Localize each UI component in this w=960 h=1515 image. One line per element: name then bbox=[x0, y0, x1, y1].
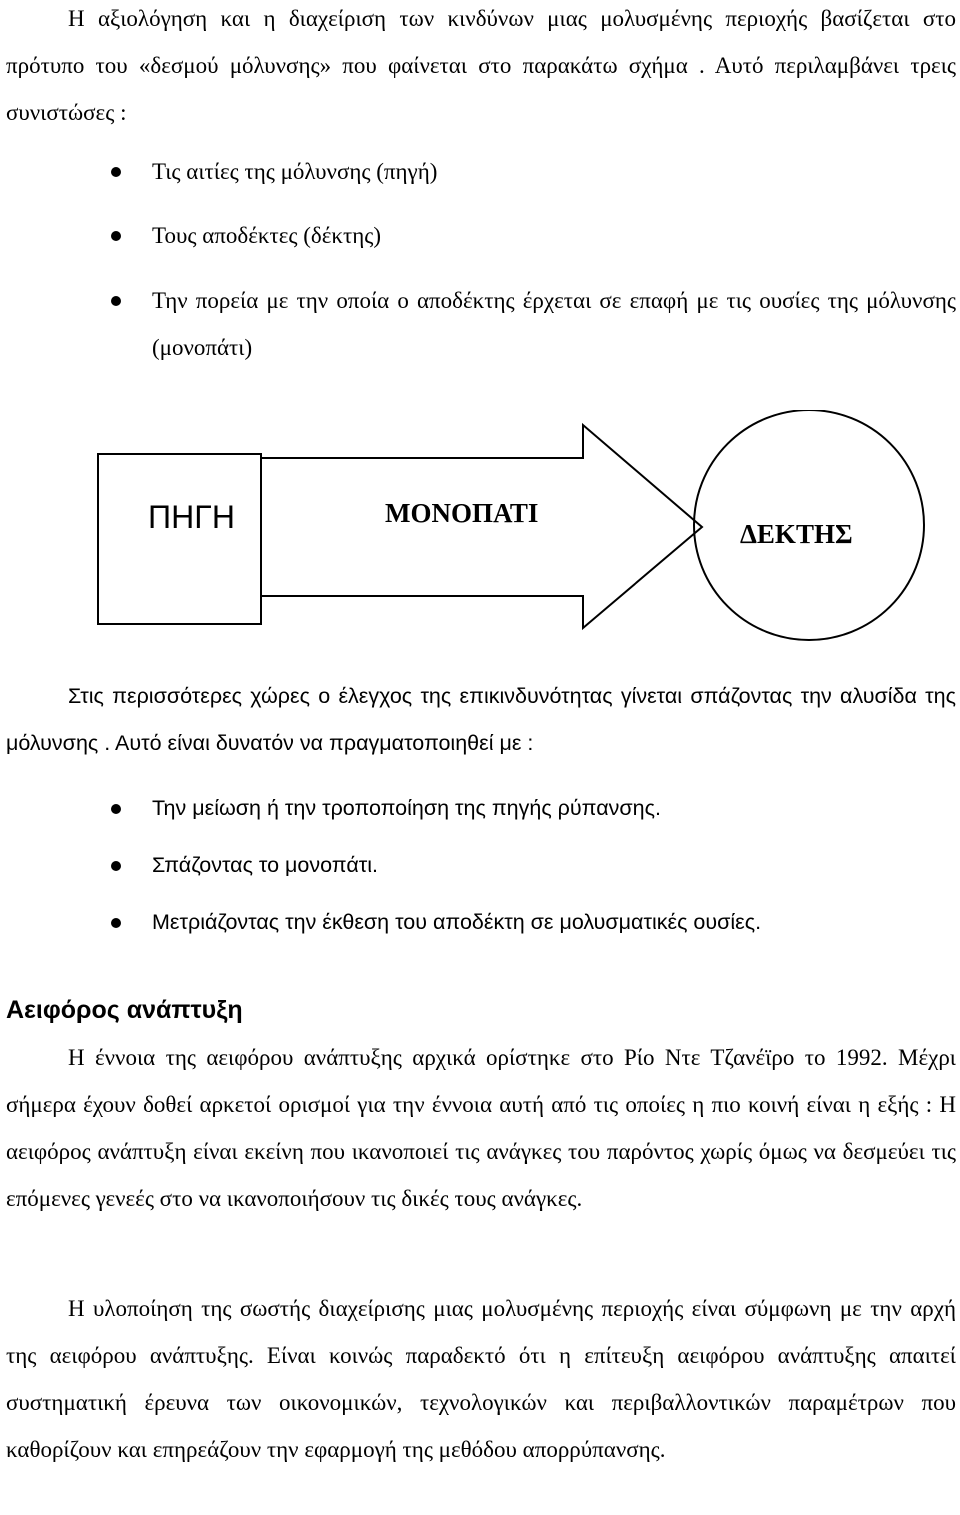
sustainable-paragraph-1: Η έννοια της αειφόρου ανάπτυξης αρχικά ορίστηκε στο Ρίο Ντε Τζανέϊρο το 1992. Μέχρι σήμερα έχουν δοθεί αρκετοί ορισμοί για την έννοια αυτή από τις οποίες η πιο κοινή είναι η εξής : Η αειφόρος ανάπτυξη είναι εκείνη που ικανοποιεί τις ανάγκες του παρόντος χωρίς όμως να δεσμεύει τις επόμενες γενεές στο να ικανοποιήσουν τις δικές τους ανάγκες. bbox=[6, 1045, 956, 1211]
control-paragraph: Στις περισσότερες χώρες ο έλεγχος της επικινδυνότητας γίνεται σπάζοντας την αλυσίδα της μόλυνσης . Αυτό είναι δυνατόν να πραγματοποιηθεί με : bbox=[6, 684, 956, 755]
source-label: ΠΗΓΗ bbox=[148, 499, 235, 535]
list-item-text: Τις αιτίες της μόλυνσης (πηγή) bbox=[152, 159, 438, 184]
list-item bbox=[0, 850, 960, 881]
list-item-text: Την πορεία με την οποία ο αποδέκτης έρχεται σε επαφή με τις ουσίες της μόλυνσης (μονοπάτι) bbox=[152, 288, 956, 360]
list-item bbox=[0, 220, 960, 251]
source-box bbox=[98, 454, 261, 624]
section-heading: Αειφόρος ανάπτυξη bbox=[6, 996, 243, 1024]
bullet-icon bbox=[111, 804, 121, 814]
list-item bbox=[0, 907, 960, 938]
path-label: ΜΟΝΟΠΑΤΙ bbox=[385, 498, 539, 528]
bullet-icon bbox=[111, 861, 121, 871]
list-item-text: Μετριάζοντας την έκθεση του αποδέκτη σε μολυσματικές ουσίες. bbox=[152, 910, 762, 934]
list-item-text: Τους αποδέκτες (δέκτης) bbox=[152, 223, 382, 248]
bullet-icon bbox=[111, 167, 121, 177]
list-item-text: Σπάζοντας το μονοπάτι. bbox=[152, 853, 378, 877]
pollution-linkage-diagram bbox=[0, 410, 960, 660]
receptor-label: ΔΕΚΤΗΣ bbox=[740, 519, 853, 549]
sustainable-paragraph-2: Η υλοποίηση της σωστής διαχείρισης μιας μολυσμένης περιοχής είναι σύμφωνη με την αρχή της αειφόρου ανάπτυξης. Είναι κοινώς παραδεκτό ότι η επίτευξη αειφόρου ανάπτυξης απαιτεί συστηματική έρευνα των οικονομικών, τεχνολογικών και περιβαλλοντικών παραμέτρων που καθορίζουν και επηρεάζουν την εφαρμογή της μεθόδου απορρύπανσης. bbox=[6, 1296, 956, 1462]
bullet-icon bbox=[111, 296, 121, 306]
control-bullet-list bbox=[0, 793, 960, 938]
intro-bullet-list bbox=[0, 156, 960, 371]
list-item bbox=[0, 277, 960, 371]
list-item-text: Την μείωση ή την τροποποίηση της πηγής ρύπανσης. bbox=[152, 796, 661, 820]
bullet-icon bbox=[111, 918, 121, 928]
list-item bbox=[0, 156, 960, 187]
bullet-icon bbox=[111, 231, 121, 241]
list-item bbox=[0, 793, 960, 824]
intro-paragraph: Η αξιολόγηση και η διαχείριση των κινδύνων μιας μολυσμένης περιοχής βασίζεται στο πρότυπο του «δεσμού μόλυνσης» που φαίνεται στο παρακάτω σχήμα . Αυτό περιλαμβάνει τρεις συνιστώσες : bbox=[6, 6, 956, 125]
